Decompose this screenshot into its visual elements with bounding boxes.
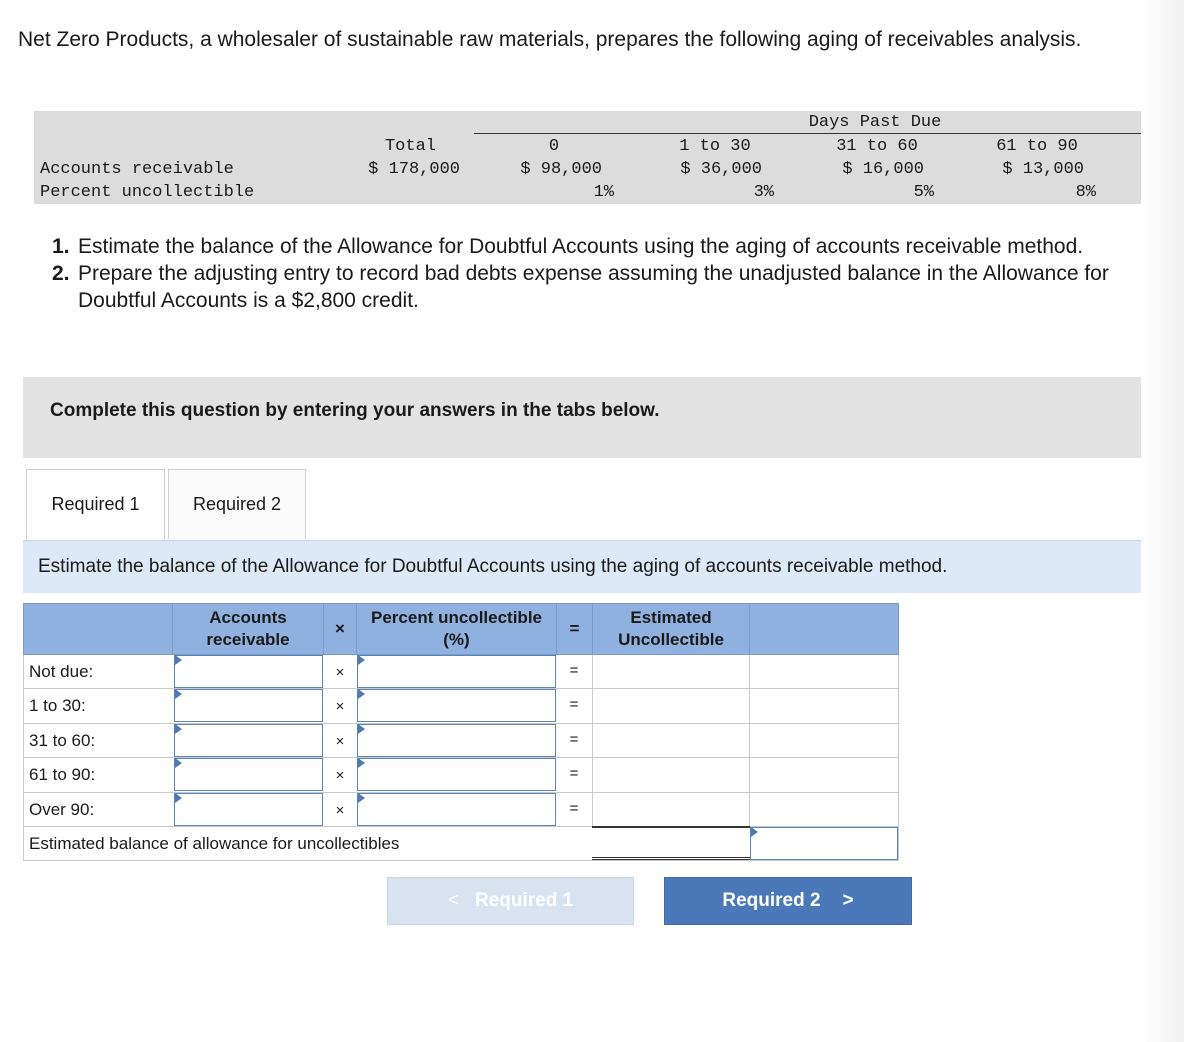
- row-label-31-60: 31 to 60:: [29, 731, 96, 750]
- estimated-total-cell: [592, 826, 750, 860]
- right-edge-shade: [1140, 0, 1184, 1042]
- pct-input-over-90[interactable]: [357, 793, 556, 826]
- tab-required-2[interactable]: Required 2: [168, 469, 306, 539]
- header-estimated-uncollectible: Estimated Uncollectible: [592, 603, 750, 655]
- header-label-blank: [23, 603, 173, 655]
- row-divider: [23, 860, 899, 861]
- header-rule: [474, 133, 1141, 134]
- ar-current: $ 98,000: [520, 160, 602, 179]
- pct-61-90: 8%: [1075, 183, 1096, 202]
- input-marker-icon: [358, 758, 365, 768]
- header-times: ×: [323, 603, 357, 655]
- col-61-90: 61 to 90: [996, 137, 1078, 156]
- instructions-banner: [23, 377, 1141, 458]
- tab-instruction-bar: [23, 540, 1141, 593]
- question-1: [52, 233, 1142, 260]
- times-sign: ×: [335, 664, 345, 681]
- pct-label: Percent uncollectible: [40, 183, 255, 202]
- ar-input-1-30[interactable]: [174, 689, 323, 722]
- question-number: 2.: [52, 262, 70, 285]
- chevron-right-icon: >: [842, 890, 854, 911]
- input-marker-icon: [175, 793, 182, 803]
- input-marker-icon: [175, 655, 182, 665]
- header-accounts-receivable: Accounts receivable: [172, 603, 324, 655]
- question-list: [52, 233, 1142, 314]
- input-marker-icon: [358, 689, 365, 699]
- equals-sign: =: [569, 662, 579, 679]
- ar-61-90: $ 13,000: [1002, 160, 1084, 179]
- ar-input-over-90[interactable]: [174, 793, 323, 826]
- row-label-61-90: 61 to 90:: [29, 765, 96, 784]
- row-label-over-90: Over 90:: [29, 800, 95, 819]
- allowance-balance-input[interactable]: [750, 827, 898, 860]
- times-sign: ×: [335, 733, 345, 750]
- question-2: [52, 260, 1142, 314]
- input-marker-icon: [175, 724, 182, 734]
- column-divider: [749, 655, 750, 827]
- tab-instruction-text: Estimate the balance of the Allowance for Doubtful Accounts using the aging of accounts receivable method.: [38, 556, 948, 577]
- ar-input-31-60[interactable]: [174, 724, 323, 757]
- header-percent-uncollectible: Percent uncollectible (%): [356, 603, 557, 655]
- tab-required-1[interactable]: Required 1: [26, 469, 165, 539]
- question-number: 1.: [52, 235, 70, 258]
- column-divider: [592, 655, 593, 827]
- ar-label: Accounts receivable: [40, 160, 234, 179]
- input-marker-icon: [358, 655, 365, 665]
- days-past-due-heading: Days Past Due: [808, 113, 942, 132]
- times-sign: ×: [335, 802, 345, 819]
- pct-input-31-60[interactable]: [357, 724, 556, 757]
- input-marker-icon: [751, 827, 758, 837]
- times-sign: ×: [335, 698, 345, 715]
- instructions-text: Complete this question by entering your answers in the tabs below.: [50, 400, 660, 421]
- pct-input-61-90[interactable]: [357, 758, 556, 791]
- input-marker-icon: [175, 758, 182, 768]
- input-marker-icon: [358, 724, 365, 734]
- input-marker-icon: [358, 793, 365, 803]
- aging-schedule: [34, 111, 1141, 204]
- ar-1-30: $ 36,000: [680, 160, 762, 179]
- pct-input-1-30[interactable]: [357, 689, 556, 722]
- chevron-left-icon: <: [447, 890, 459, 911]
- times-sign: ×: [335, 767, 345, 784]
- col-total: Total: [384, 137, 436, 156]
- ar-total: $ 178,000: [368, 160, 460, 179]
- col-current: 0: [548, 137, 560, 156]
- col-31-60: 31 to 60: [836, 137, 918, 156]
- question-text: Estimate the balance of the Allowance for Doubtful Accounts using the aging of accounts receivable method.: [78, 235, 1084, 258]
- ar-input-61-90[interactable]: [174, 758, 323, 791]
- next-required-2-button[interactable]: [664, 877, 912, 925]
- input-marker-icon: [175, 689, 182, 699]
- column-divider: [23, 655, 24, 861]
- equals-sign: =: [569, 696, 579, 713]
- ar-input-not-due[interactable]: [174, 655, 323, 688]
- header-total-blank: [749, 603, 899, 655]
- previous-button-label: Required 1: [474, 890, 574, 911]
- row-label-not-due: Not due:: [29, 662, 94, 681]
- column-divider: [898, 655, 899, 861]
- col-1-30: 1 to 30: [679, 137, 751, 156]
- pct-input-not-due[interactable]: [357, 655, 556, 688]
- row-label-1-30: 1 to 30:: [29, 696, 86, 715]
- ar-31-60: $ 16,000: [842, 160, 924, 179]
- equals-sign: =: [569, 765, 579, 782]
- pct-31-60: 5%: [913, 183, 934, 202]
- pct-1-30: 3%: [753, 183, 774, 202]
- pct-current: 1%: [593, 183, 614, 202]
- equals-sign: =: [569, 800, 579, 817]
- header-equals: =: [556, 603, 593, 655]
- previous-required-1-button[interactable]: [387, 877, 634, 925]
- next-button-label: Required 2: [722, 890, 821, 911]
- total-row-label: Estimated balance of allowance for uncollectibles: [29, 834, 400, 853]
- equals-sign: =: [569, 731, 579, 748]
- question-text: Prepare the adjusting entry to record bad debts expense assuming the unadjusted balance in the Allowance for Doubtful Accounts is a $2,800 credit.: [78, 262, 1109, 312]
- problem-intro: Net Zero Products, a wholesaler of sustainable raw materials, prepares the following aging of receivables analysis.: [18, 28, 1082, 51]
